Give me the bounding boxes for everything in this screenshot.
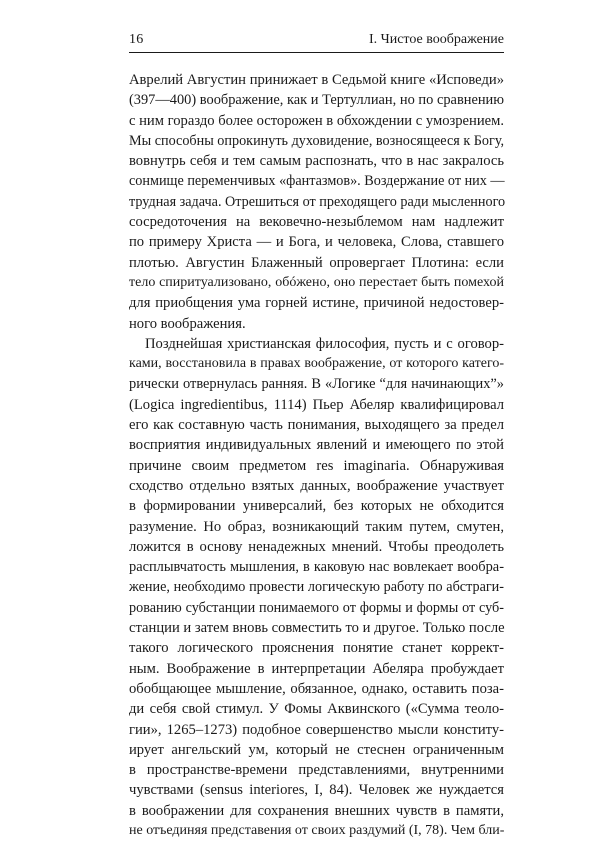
text-line: Мы способны опрокинуть духовидение, возносящееся к Богу, bbox=[129, 132, 505, 149]
page-number: 16 bbox=[129, 32, 144, 47]
text-line: ного воображения. bbox=[129, 315, 246, 332]
text-line: (Logica ingredientibus, 1114) Пьер Абеляр квалифицировал bbox=[129, 396, 504, 413]
text-line: в пространстве-времени представлениями, внутренними bbox=[129, 762, 504, 779]
text-line: сходство отдельно взятых данных, воображение участвует bbox=[129, 477, 504, 494]
text-line: в формировании универсалий, без которых не обходится bbox=[129, 498, 504, 515]
text-line: станции и затем вновь совместить то и другое. Только после bbox=[129, 620, 505, 637]
text-line: расплывчатость мышления, в каковую нас вовлекает вообра- bbox=[129, 559, 504, 576]
text-line: Позднейшая христианская философия, пусть и с оговор- bbox=[145, 335, 504, 352]
text-line: рованию субстанции понимаемого от формы и формы от суб- bbox=[129, 599, 504, 616]
text-line: обобщающее мышление, обязанное, однако, оставить поза- bbox=[129, 680, 504, 697]
text-line: ным. Воображение в интерпретации Абеляра пробуждает bbox=[129, 660, 504, 677]
text-line: Аврелий Августин принижает в Седьмой книге «Исповеди» bbox=[129, 72, 504, 88]
text-line: восприятия индивидуальных явлений и имеющего по этой bbox=[129, 437, 504, 454]
text-line: (397—400) воображение, как и Тертуллиан, но по сравнению bbox=[129, 92, 504, 109]
text-line: трудная задача. Отрешиться от преходящего ради мысленного bbox=[129, 193, 506, 210]
text-line: рически отвернулась ранняя. В «Логике “для начинающих”» bbox=[129, 376, 504, 393]
text-line: жение, необходимо провести логическую работу по абстраги- bbox=[129, 579, 504, 596]
text-line: чувствами (sensus interiores, I, 84). Человек же нуждается bbox=[129, 782, 504, 799]
text-line: для приобщения ума горней истине, причиной недостовер- bbox=[129, 295, 504, 312]
text-line: сонмище переменчивых «фантазмов». Воздержание от них — bbox=[129, 173, 505, 190]
text-line: вовнутрь себя и тем самым распознать, что в нас закралось bbox=[129, 153, 504, 170]
text-line: по примеру Христа — и Бога, и человека, Слова, ставшего bbox=[129, 234, 504, 251]
text-line: его как составную часть понимания, выходящего за предел bbox=[129, 417, 504, 434]
text-line: такого логического прояснения понятие станет коррект- bbox=[129, 640, 504, 657]
text-line: с ним гораздо более осторожен в обхождении с умозрением. bbox=[129, 112, 505, 129]
text-line: не отъединяя представения от своих раздумий (I, 78). Чем бли- bbox=[129, 822, 505, 838]
text-line: ложится в основу ненадежных мнений. Чтобы преодолеть bbox=[129, 538, 504, 555]
text-line: ками, восстановила в правах воображение, от которого катего- bbox=[129, 356, 504, 372]
text-line: плотью. Августин Блаженный опровергает Плотина: если bbox=[129, 254, 504, 271]
text-line: причине своим предметом res imaginaria. Обнаруживая bbox=[129, 457, 504, 474]
text-line: гии», 1265–1273) подобное совершенство мысли конститу- bbox=[129, 721, 504, 738]
text-line: ирует ангельский ум, который не стеснен ограниченным bbox=[129, 741, 504, 758]
text-line: тело спиритуализовано, обóжено, оно перестает быть помехой bbox=[129, 274, 504, 290]
running-header bbox=[129, 30, 504, 53]
text-line: сосредоточения на вековечно-незыблемом нам надлежит bbox=[129, 214, 504, 231]
text-line: в воображении для сохранения внешних чувств в памяти, bbox=[129, 802, 504, 819]
text-line: ди себя свой стимул. У Фомы Аквинского («Сумма теоло- bbox=[129, 701, 504, 718]
text-line: разумение. Но образ, возникающий таким путем, смутен, bbox=[129, 518, 504, 535]
body-text bbox=[129, 70, 504, 841]
section-title: I. Чистое воображение bbox=[368, 32, 504, 47]
